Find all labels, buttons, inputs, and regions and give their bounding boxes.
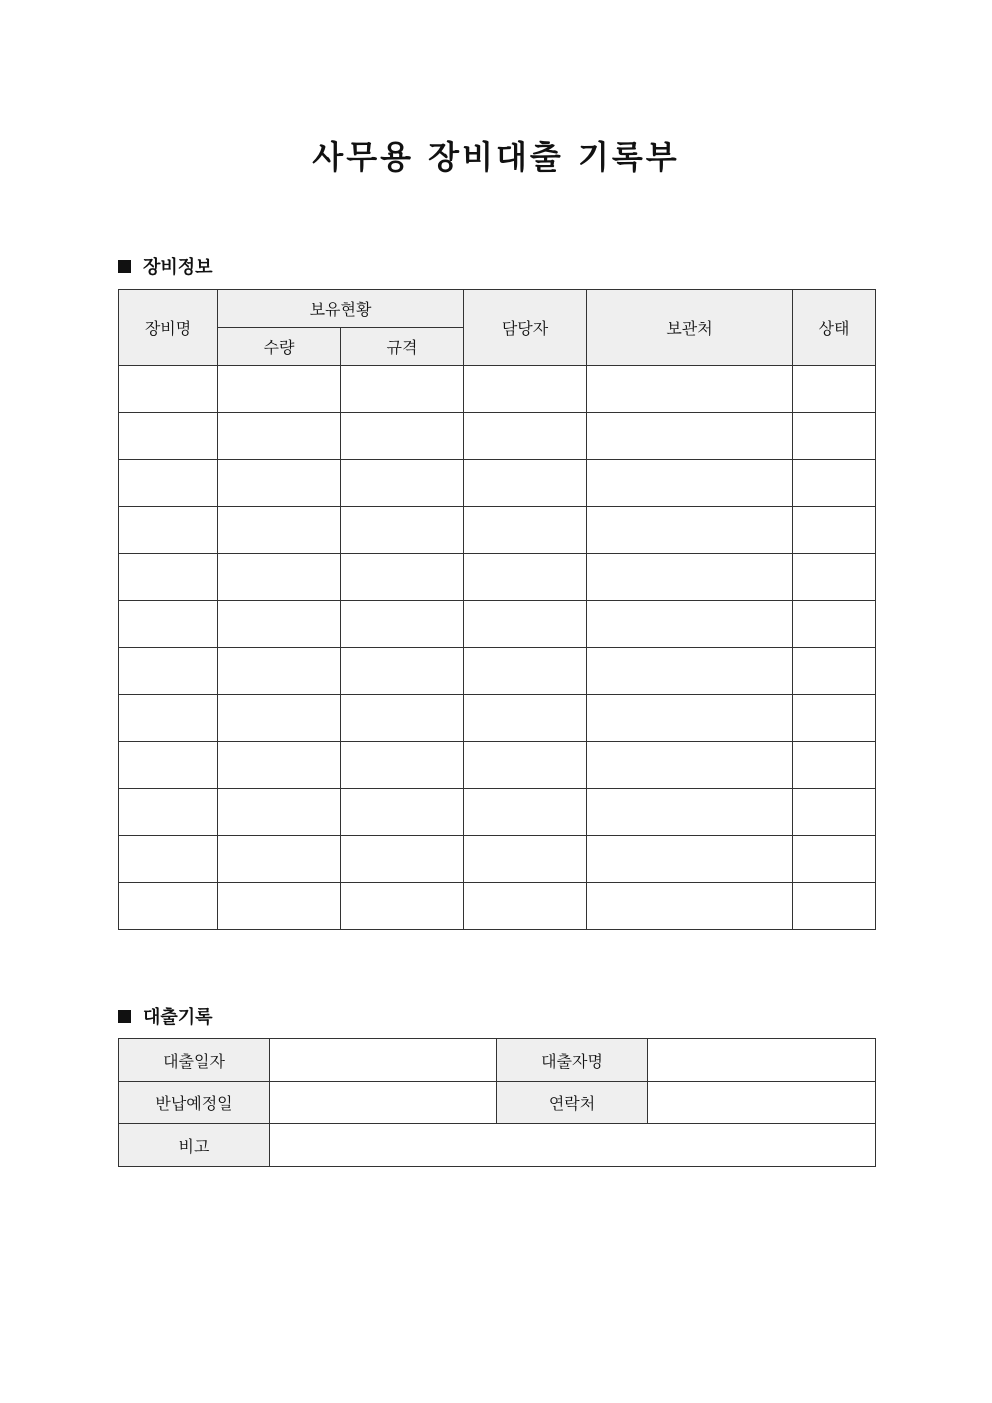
cell-spec[interactable]	[341, 366, 464, 413]
cell-equipment-name[interactable]	[119, 366, 218, 413]
cell-equipment-name[interactable]	[119, 648, 218, 695]
cell-status[interactable]	[793, 789, 876, 836]
cell-spec[interactable]	[341, 648, 464, 695]
remarks-field[interactable]	[270, 1124, 876, 1167]
loan-date-field[interactable]	[270, 1039, 497, 1082]
table-row	[119, 836, 876, 883]
cell-equipment-name[interactable]	[119, 460, 218, 507]
cell-equipment-name[interactable]	[119, 836, 218, 883]
cell-status[interactable]	[793, 366, 876, 413]
cell-status[interactable]	[793, 413, 876, 460]
cell-manager[interactable]	[464, 789, 587, 836]
cell-status[interactable]	[793, 460, 876, 507]
contact-field[interactable]	[648, 1082, 876, 1124]
table-row	[119, 413, 876, 460]
cell-quantity[interactable]	[218, 836, 341, 883]
cell-manager[interactable]	[464, 836, 587, 883]
header-equipment-name: 장비명	[119, 290, 218, 366]
table-row	[119, 460, 876, 507]
cell-spec[interactable]	[341, 836, 464, 883]
label-remarks: 비고	[119, 1124, 270, 1167]
page-title: 사무용 장비대출 기록부	[312, 138, 680, 176]
label-loan-date: 대출일자	[119, 1039, 270, 1082]
equipment-section-heading	[118, 253, 213, 279]
cell-storage[interactable]	[587, 413, 793, 460]
loan-record-table	[118, 1038, 876, 1167]
equipment-section-label: 장비정보	[143, 257, 213, 278]
cell-quantity[interactable]	[218, 366, 341, 413]
cell-equipment-name[interactable]	[119, 789, 218, 836]
cell-status[interactable]	[793, 742, 876, 789]
cell-equipment-name[interactable]	[119, 883, 218, 930]
cell-manager[interactable]	[464, 366, 587, 413]
table-row	[119, 648, 876, 695]
table-row	[119, 883, 876, 930]
cell-spec[interactable]	[341, 742, 464, 789]
header-storage: 보관처	[587, 290, 793, 366]
cell-manager[interactable]	[464, 742, 587, 789]
cell-spec[interactable]	[341, 507, 464, 554]
cell-spec[interactable]	[341, 460, 464, 507]
cell-spec[interactable]	[341, 883, 464, 930]
header-spec: 규격	[341, 328, 464, 366]
cell-storage[interactable]	[587, 695, 793, 742]
cell-manager[interactable]	[464, 883, 587, 930]
loan-section-heading	[118, 1003, 213, 1029]
cell-manager[interactable]	[464, 507, 587, 554]
cell-storage[interactable]	[587, 366, 793, 413]
cell-equipment-name[interactable]	[119, 554, 218, 601]
cell-manager[interactable]	[464, 648, 587, 695]
cell-equipment-name[interactable]	[119, 742, 218, 789]
table-row	[119, 507, 876, 554]
cell-quantity[interactable]	[218, 648, 341, 695]
cell-storage[interactable]	[587, 601, 793, 648]
cell-storage[interactable]	[587, 883, 793, 930]
label-return-date: 반납예정일	[119, 1082, 270, 1124]
cell-quantity[interactable]	[218, 883, 341, 930]
cell-status[interactable]	[793, 836, 876, 883]
cell-storage[interactable]	[587, 460, 793, 507]
table-row	[119, 695, 876, 742]
cell-spec[interactable]	[341, 554, 464, 601]
cell-quantity[interactable]	[218, 742, 341, 789]
label-contact: 연락처	[497, 1082, 648, 1124]
cell-manager[interactable]	[464, 601, 587, 648]
header-manager: 담당자	[464, 290, 587, 366]
table-row	[119, 601, 876, 648]
table-row	[119, 789, 876, 836]
cell-spec[interactable]	[341, 601, 464, 648]
table-row	[119, 366, 876, 413]
table-row	[119, 742, 876, 789]
cell-storage[interactable]	[587, 507, 793, 554]
return-date-field[interactable]	[270, 1082, 497, 1124]
cell-storage[interactable]	[587, 836, 793, 883]
cell-manager[interactable]	[464, 695, 587, 742]
cell-equipment-name[interactable]	[119, 695, 218, 742]
cell-quantity[interactable]	[218, 789, 341, 836]
cell-spec[interactable]	[341, 789, 464, 836]
cell-status[interactable]	[793, 507, 876, 554]
borrower-field[interactable]	[648, 1039, 876, 1082]
cell-spec[interactable]	[341, 695, 464, 742]
cell-status[interactable]	[793, 601, 876, 648]
cell-status[interactable]	[793, 554, 876, 601]
header-status: 상태	[793, 290, 876, 366]
cell-quantity[interactable]	[218, 601, 341, 648]
cell-equipment-name[interactable]	[119, 601, 218, 648]
cell-manager[interactable]	[464, 413, 587, 460]
cell-manager[interactable]	[464, 460, 587, 507]
cell-storage[interactable]	[587, 648, 793, 695]
cell-quantity[interactable]	[218, 460, 341, 507]
cell-manager[interactable]	[464, 554, 587, 601]
cell-storage[interactable]	[587, 789, 793, 836]
label-borrower: 대출자명	[497, 1039, 648, 1082]
square-bullet-icon	[118, 1010, 131, 1023]
header-holding-status: 보유현황	[218, 290, 464, 328]
equipment-table	[118, 289, 876, 930]
cell-quantity[interactable]	[218, 413, 341, 460]
cell-equipment-name[interactable]	[119, 413, 218, 460]
cell-quantity[interactable]	[218, 507, 341, 554]
cell-storage[interactable]	[587, 554, 793, 601]
cell-status[interactable]	[793, 695, 876, 742]
cell-status[interactable]	[793, 883, 876, 930]
cell-status[interactable]	[793, 648, 876, 695]
loan-section-label: 대출기록	[143, 1007, 213, 1028]
header-quantity: 수량	[218, 328, 341, 366]
table-row	[119, 554, 876, 601]
square-bullet-icon	[118, 260, 131, 273]
cell-quantity[interactable]	[218, 554, 341, 601]
cell-storage[interactable]	[587, 742, 793, 789]
cell-spec[interactable]	[341, 413, 464, 460]
cell-equipment-name[interactable]	[119, 507, 218, 554]
cell-quantity[interactable]	[218, 695, 341, 742]
